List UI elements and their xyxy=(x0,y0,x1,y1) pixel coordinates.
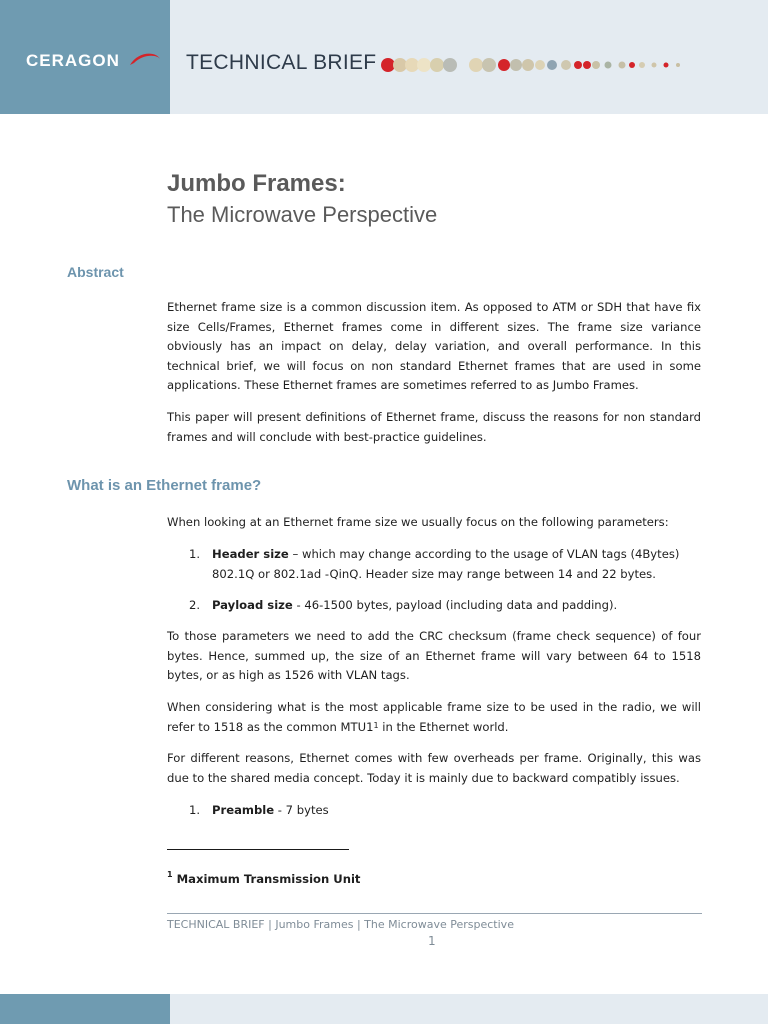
intro-paragraph: When looking at an Ethernet frame size we usually focus on the following parameters: xyxy=(167,515,669,529)
footer-divider xyxy=(167,913,702,914)
ceragon-logo: CERAGON xyxy=(26,51,120,70)
footnote-text: Maximum Transmission Unit xyxy=(172,872,361,886)
footnote-ref[interactable]: 1 xyxy=(373,720,379,730)
list-number: 2. xyxy=(189,598,201,612)
list-item xyxy=(189,596,701,616)
list-number: 1. xyxy=(189,803,201,817)
page-number: 1 xyxy=(428,934,436,948)
document-subtitle: The Microwave Perspective xyxy=(167,202,438,227)
list-label: Header size xyxy=(212,547,289,561)
list-label: Payload size xyxy=(212,598,293,612)
list-text: – which may change according to the usage of VLAN tags (4Bytes) 802.1Q or 802.1ad -QinQ. Header size may range between 14 and 22 bytes. xyxy=(212,547,680,581)
footnote-marker: 1 xyxy=(167,870,173,879)
list-item xyxy=(189,545,701,584)
decorative-dots-icon xyxy=(380,57,690,73)
list-label: Preamble xyxy=(212,803,275,817)
list-item xyxy=(189,801,701,821)
mtu-text-before: When considering what is the most applicable frame size to be used in the radio, we will refer to 1518 as the common MTU1 xyxy=(167,700,701,734)
logo-swoosh-icon xyxy=(128,49,162,73)
list-text: - 7 bytes xyxy=(274,803,329,817)
document-title: Jumbo Frames: xyxy=(167,170,346,197)
bottom-logo-box xyxy=(0,994,170,1024)
abstract-paragraph-2: This paper will present definitions of Ethernet frame, discuss the reasons for non standard frames and will conclude with best-practice guidelines. xyxy=(167,410,701,444)
abstract-heading: Abstract xyxy=(67,264,124,280)
footnote xyxy=(167,872,360,886)
crc-paragraph: To those parameters we need to add the CRC checksum (frame check sequence) of four bytes. Hence, summed up, the size of an Ethernet frame will vary between 64 to 1518 bytes, or as high as 1526 with VLAN tags. xyxy=(167,629,701,682)
mtu-text-after: in the Ethernet world. xyxy=(378,719,509,734)
abstract-paragraph-1: Ethernet frame size is a common discussion item. As opposed to ATM or SDH that have fix size Cells/Frames, Ethernet frames come in different sizes. The frame size variance obviously has an impact on delay, delay variation, and overall performance. In this technical brief, we will focus on non standard Ethernet frames that are used in some applications. These Ethernet frames are sometimes referred to as Jumbo Frames. xyxy=(167,300,701,392)
list-number: 1. xyxy=(189,547,201,561)
header-title: TECHNICAL BRIEF xyxy=(186,51,377,74)
list-text: - 46-1500 bytes, payload (including data and padding). xyxy=(292,598,618,612)
footer-text: TECHNICAL BRIEF | Jumbo Frames | The Microwave Perspective xyxy=(167,918,514,931)
footnote-divider xyxy=(167,849,349,850)
section-heading: What is an Ethernet frame? xyxy=(67,477,262,494)
overheads-paragraph: For different reasons, Ethernet comes with few overheads per frame. Originally, this was due to the shared media concept. Today it is mainly due to backward compatibly issues. xyxy=(167,751,701,785)
mtu-paragraph xyxy=(167,698,701,737)
